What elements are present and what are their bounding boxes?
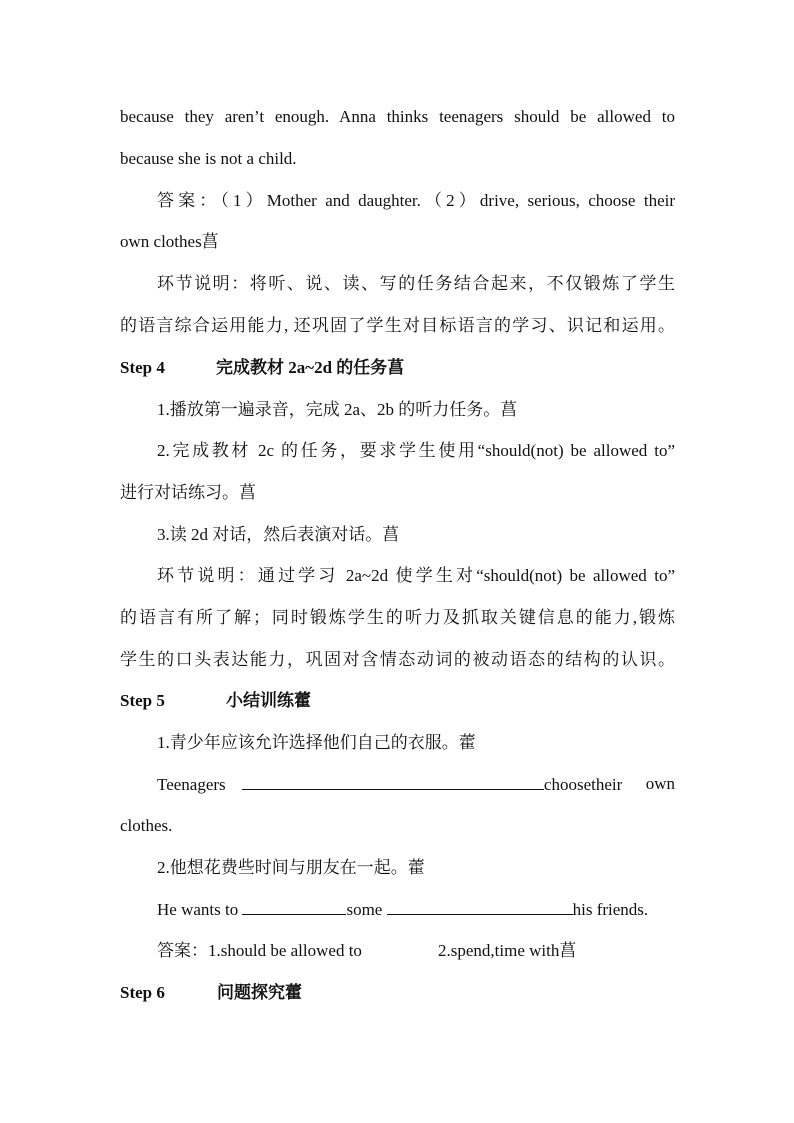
step-5-label: Step 5 — [120, 691, 165, 710]
answer-blank[interactable] — [242, 898, 346, 915]
step-4-note: 环节说明：通过学习 2a~2d 使学生对“should(not) be allowed to” — [157, 566, 675, 585]
step-4-note: 学生的口头表达能力，巩固对含情态动词的被动语态的结构的认识。 — [120, 650, 675, 669]
step-6-label: Step 6 — [120, 983, 165, 1002]
note-line: 环节说明：将听、说、读、写的任务结合起来，不仅锻炼了学生 — [157, 274, 675, 293]
exercise-2-sentence — [157, 898, 675, 921]
step-6-title: 问题探究藿 — [217, 983, 302, 1002]
answer-line — [157, 940, 675, 962]
step-4-note: 的语言有所了解；同时锻炼学生的听力及抓取关键信息的能力,锻炼 — [120, 608, 675, 627]
exercise-1-sentence — [157, 773, 675, 796]
paragraph-line: because they aren’t enough. Anna thinks teenagers should be allowed to — [120, 107, 675, 126]
answer-blank[interactable] — [387, 898, 573, 915]
answer-blank[interactable] — [242, 773, 544, 790]
sentence-segment: own — [645, 774, 675, 793]
step-4-item-2: 2.完成教材 2c 的任务，要求学生使用“should(not) be allowed to” — [157, 441, 675, 460]
exercise-1-prompt: 1.青少年应该允许选择他们自己的衣服。藿 — [157, 733, 476, 752]
sentence-segment: He wants to — [157, 900, 239, 919]
answer-part: 2.spend,time with菖 — [438, 941, 577, 960]
step-5-title: 小结训练藿 — [226, 691, 311, 710]
step-4-title: 完成教材 2a~2d 的任务菖 — [216, 358, 405, 377]
answer-line: own clothes菖 — [120, 232, 219, 251]
step-4-item-3: 3.读 2d 对话，然后表演对话。菖 — [157, 525, 400, 544]
sentence-segment: Teenagers — [157, 775, 226, 794]
sentence-segment: some — [346, 900, 383, 919]
note-line: 的语言综合运用能力, 还巩固了学生对目标语言的学习、识记和运用。 — [120, 316, 675, 335]
sentence-segment: choosetheir — [543, 775, 623, 794]
step-4-label: Step 4 — [120, 358, 165, 377]
exercise-2-prompt: 2.他想花费些时间与朋友在一起。藿 — [157, 858, 425, 877]
sentence-segment: his friends. — [572, 900, 649, 919]
paragraph-line: because she is not a child. — [120, 149, 297, 168]
answer-line: 答案：（1）Mother and daughter.（2）drive, serious, choose their — [157, 191, 675, 210]
answer-part: 答案：1.should be allowed to — [157, 941, 362, 960]
exercise-1-sentence-cont: clothes. — [120, 816, 173, 835]
step-4-item-2-cont: 进行对话练习。菖 — [120, 483, 256, 502]
step-4-item-1: 1.播放第一遍录音，完成 2a、2b 的听力任务。菖 — [157, 400, 518, 419]
